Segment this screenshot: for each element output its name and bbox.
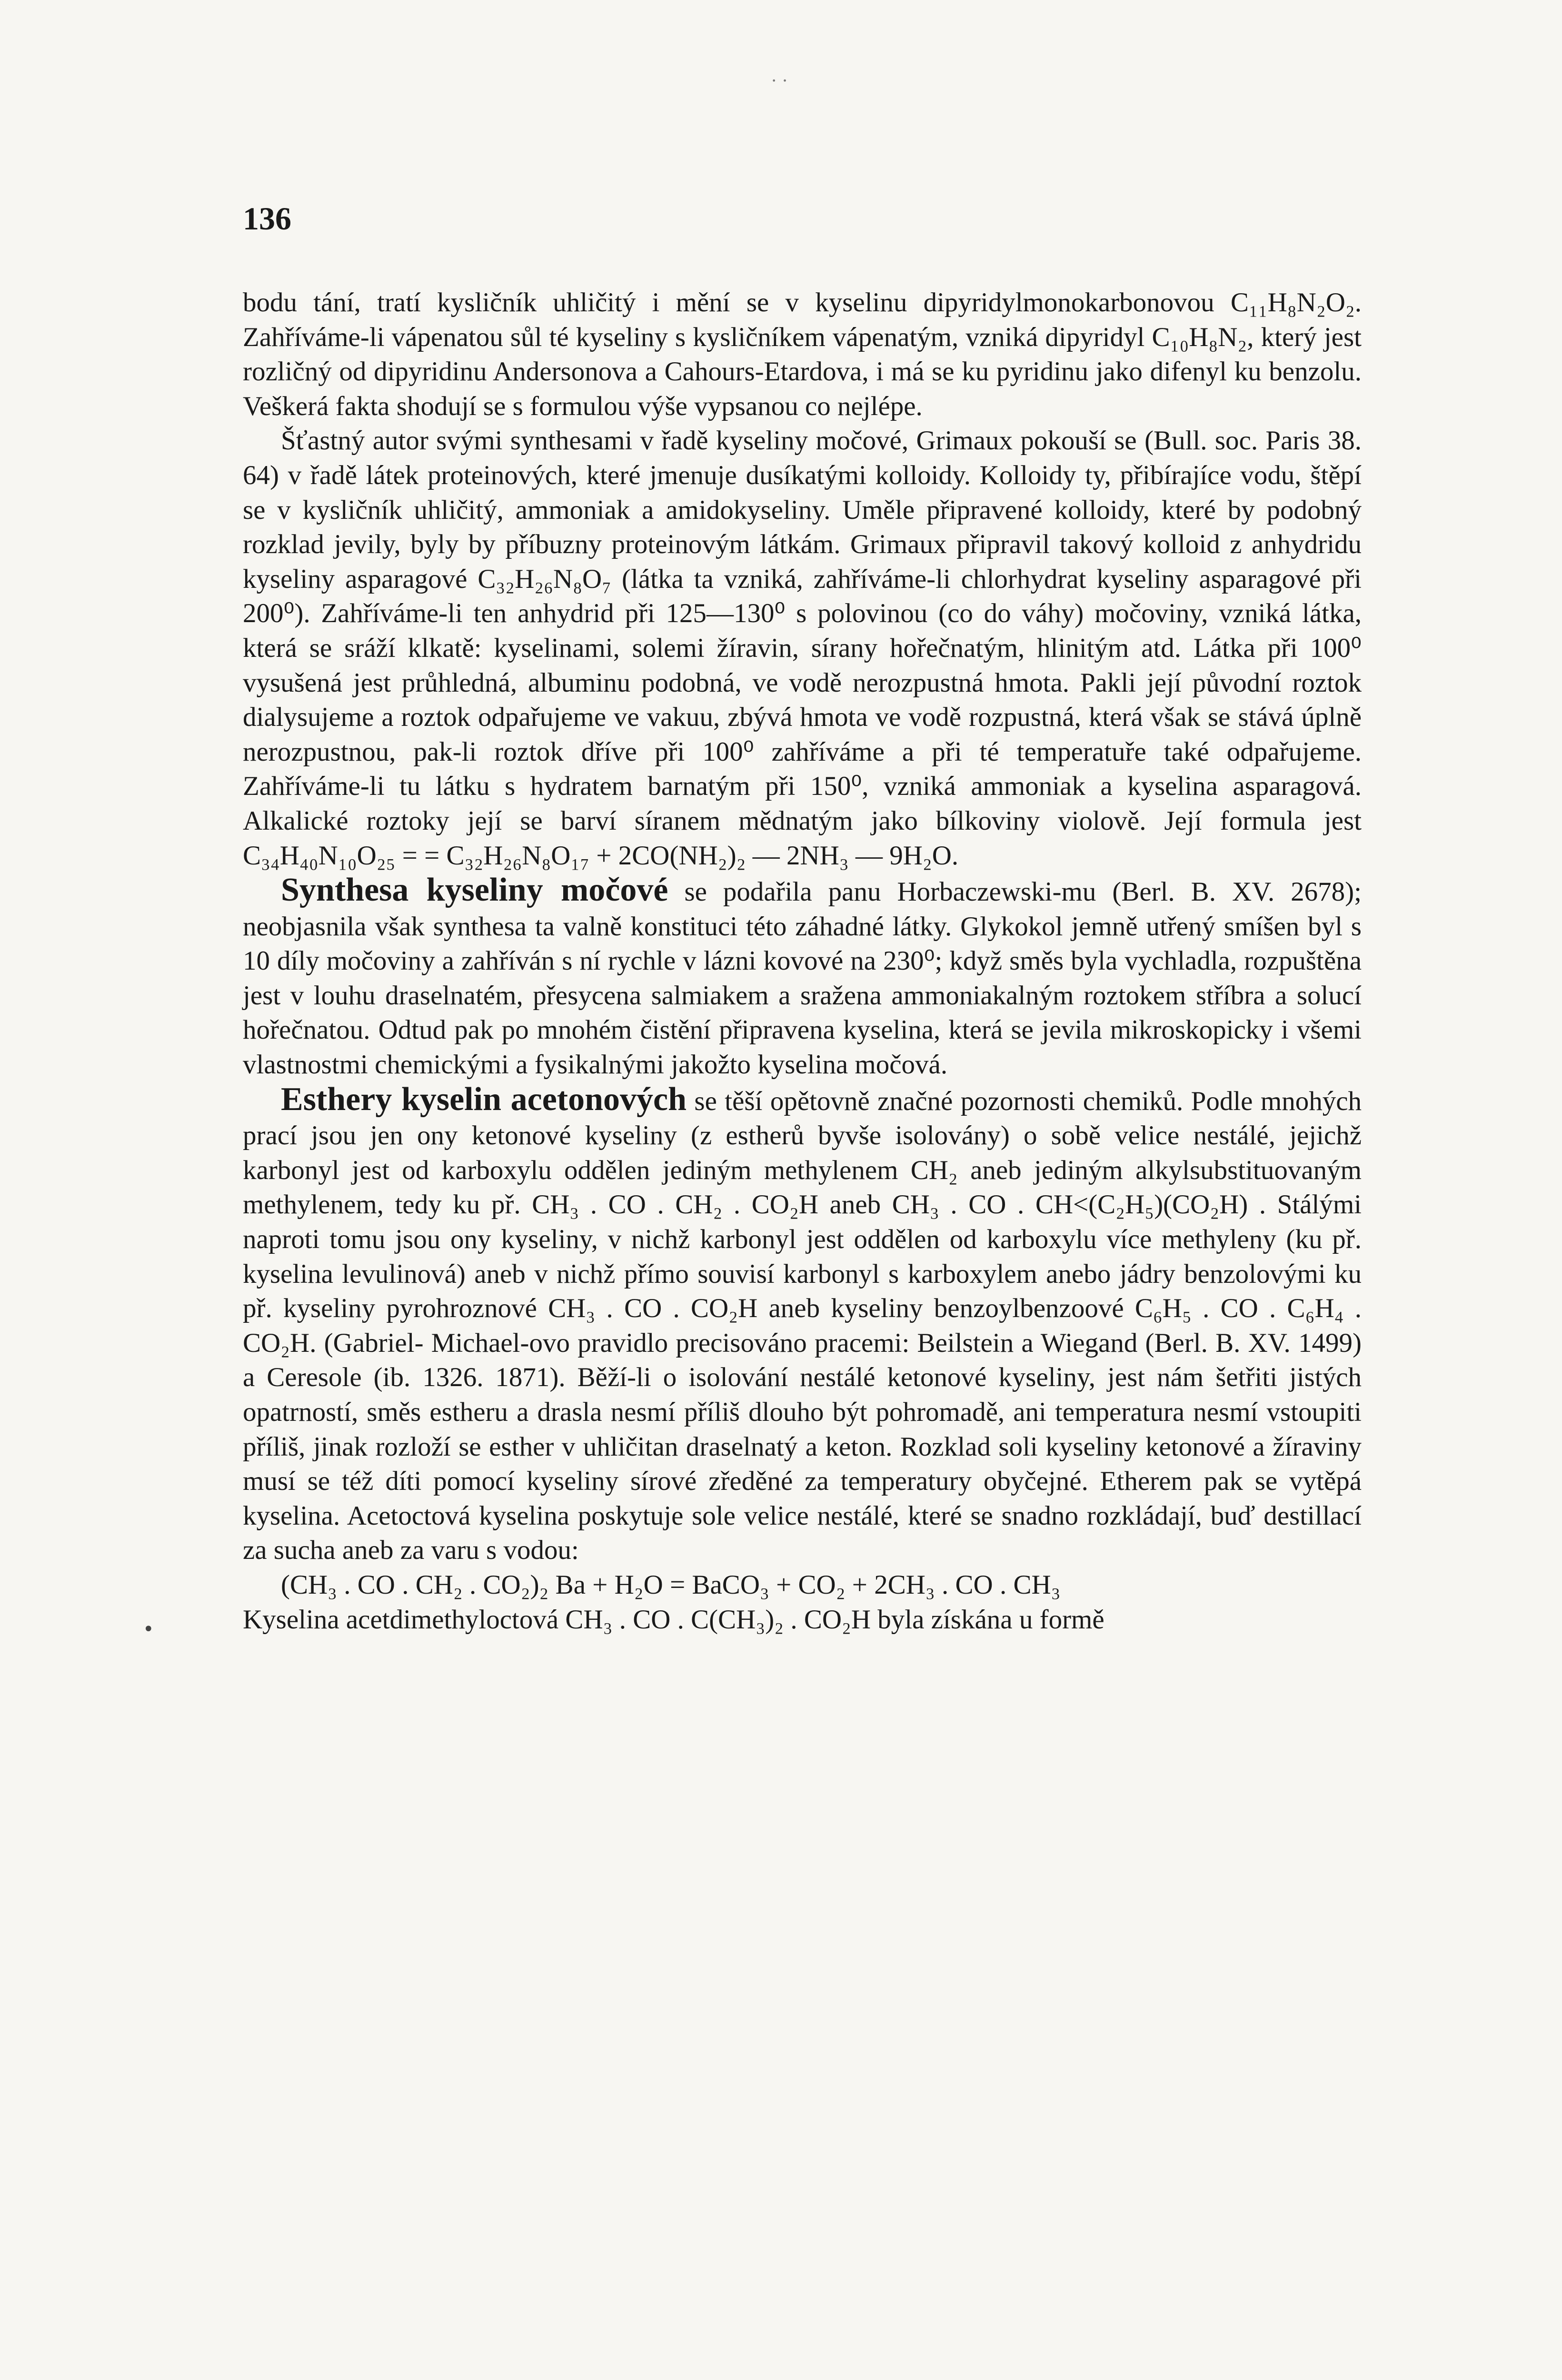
margin-mark: • — [143, 1618, 154, 1640]
paragraph-1: bodu tání, tratí kysličník uhličitý i mění se v kyselinu dipyridylmonokarbonovou C₁₁H₈N₂O₂. Zahříváme-li vápenatou sůl té kyseliny s kysličníkem vápenatým, vzniká dipyridyl C₁₀H₈N₂, který jest rozličný od dipyridinu Andersonova a Cahours-Etardova, i má se ku pyridinu jako difenyl ku benzolu. Veškerá fakta shodují se s formulou výše vypsanou co nejlépe. — [243, 288, 1362, 421]
heading-uric-acid-synthesis: Synthesa kyseliny močové — [281, 872, 668, 909]
body-text — [243, 286, 1362, 1637]
paragraph-4 — [243, 1082, 1362, 1568]
page-number: 136 — [243, 200, 291, 237]
paragraph-4-text: se těší opětovně značné pozornosti chemiků. Podle mnohých prací jsou jen ony ketonové kyseliny (z estherů byvše isolovány) o sobě velice nestálé, jejichž karbonyl jest od karboxylu oddělen jediným methylenem CH₂ aneb jediným alkylsubstituovaným methylenem, tedy ku př. CH₃ . CO . CH₂ . CO₂H aneb CH₃ . CO . CH<(C₂H₅)(CO₂H) . Stálými naproti tomu jsou ony kyseliny, v nichž karbonyl jest oddělen od karboxylu více methyleny (ku př. kyselina levulinová) aneb v nichž přímo souvisí karbonyl s karboxylem anebo jádry benzolovými ku př. kyseliny pyrohroznové CH₃ . CO . CO₂H aneb kyseliny benzoylbenzoové C₆H₅ . CO . C₆H₄ . CO₂H. (Gabriel- Michael-ovo pravidlo precisováno pracemi: Beilstein a Wiegand (Berl. B. XV. 1499) a Ceresole (ib. 1326. 1871). Běží-li o isolování nestálé ketonové kyseliny, jest nám šetřiti jistých opatrností, směs estheru a drasla nesmí příliš dlouho být pohromadě, ani temperatura nesmí vstoupiti příliš, jinak rozloží se esther v uhličitan draselnatý a keton. Rozklad soli kyseliny ketonové a žíraviny musí se též díti pomocí kyseliny sírové zředěné za temperatury obyčejné. Etherem pak se vytěpá kyselina. Acetoctová kyselina poskytuje sole velice nestálé, které se snadno rozkládají, buď destillací za sucha aneb za varu s vodou: — [243, 1086, 1362, 1566]
paragraph-2: Šťastný autor svými synthesami v řadě kyseliny močové, Grimaux pokouší se (Bull. soc. Paris 38. 64) v řadě látek proteinových, které jmenuje dusíkatými kolloidy. Kolloidy ty, přibírajíce vodu, štěpí se v kysličník uhličitý, ammoniak a amidokyseliny. Uměle připravené kolloidy, které by podobný rozklad jevily, byly by příbuzny proteinovým látkám. Grimaux připravil takový kolloid z anhydridu kyseliny asparagové C₃₂H₂₆N₈O₇ (látka ta vzniká, zahříváme-li chlorhydrat kyseliny asparagové při 200⁰). Zahříváme-li ten anhydrid při 125—130⁰ s polovinou (co do váhy) močoviny, vzniká látka, která se sráží klkatě: kyselinami, solemi žíravin, sírany hořečnatým, hlinitým atd. Látka při 100⁰ vysušená jest průhledná, albuminu podobná, ve vodě nerozpustná hmota. Pakli její původní roztok dialysujeme a roztok odpařujeme ve vakuu, zbývá hmota ve vodě rozpustná, která však se stává úplně nerozpustnou, pak-li roztok dříve při 100⁰ zahříváme a při té temperatuře také odpařujeme. Zahříváme-li tu látku s hydratem barnatým při 150⁰, vzniká ammoniak a kyselina asparagová. Alkalické roztoky její se barví síranem mědnatým jako bílkoviny violově. Její formula jest C₃₄H₄₀N₁₀O₂₅ = = C₃₂H₂₆N₈O₁₇ + 2CO(NH₂)₂ — 2NH₃ — 9H₂O. — [243, 426, 1362, 871]
equation: (CH₃ . CO . CH₂ . CO₂)₂ Ba + H₂O = BaCO₃ + CO₂ + 2CH₃ . CO . CH₃ — [281, 1569, 1061, 1600]
top-mark: · · — [771, 71, 788, 91]
paragraph-5: Kyselina acetdimethyloctová CH₃ . CO . C(CH₃)₂ . CO₂H byla získána u formě — [243, 1604, 1104, 1635]
heading-acetone-acid-esters: Esthery kyselin acetonových — [281, 1081, 687, 1118]
paragraph-3 — [243, 873, 1362, 1082]
paragraph-3-text: se podařila panu Horbaczewski-mu (Berl. B. XV. 2678); neobjasnila však synthesa ta valně konstituci této záhadné látky. Glykokol jemně utřený smíšen byl s 10 díly močoviny a zahříván s ní rychle v lázni kovové na 230⁰; když směs byla vychladla, rozpuštěna jest v louhu draselnatém, přesycena salmiakem a sražena ammoniakalným roztokem stříbra a solucí hořečnatou. Odtud pak po mnohém čistění připravena kyselina, která se jevila mikroskopicky i všemi vlastnostmi chemickými a fysikalnými jakožto kyselina močová. — [243, 877, 1362, 1080]
